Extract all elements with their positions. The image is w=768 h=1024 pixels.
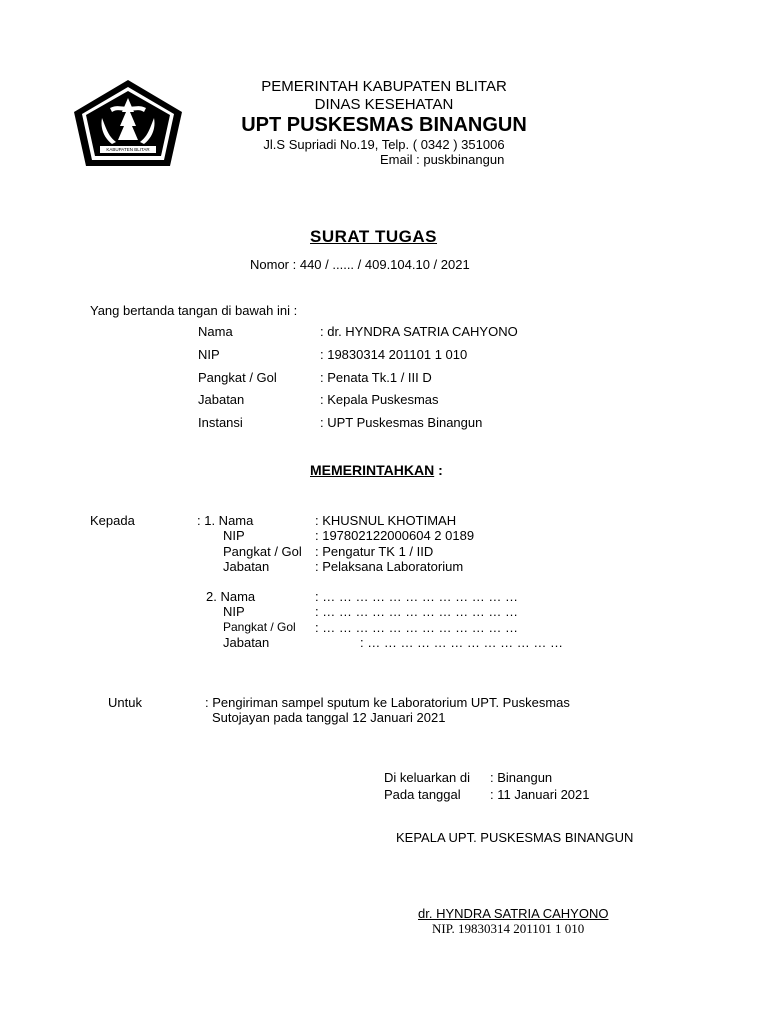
- recipient-label: Kepada: [90, 513, 135, 528]
- recipient-nip-label: NIP: [223, 604, 245, 619]
- recipient-name: : … … … … … … … … … … … …: [315, 589, 518, 604]
- signer-label: Instansi: [198, 415, 243, 430]
- purpose-line-1: : Pengiriman sampel sputum ke Laboratorium UPT. Puskesmas: [205, 695, 570, 710]
- recipient-rank: : … … … … … … … … … … … …: [315, 620, 518, 635]
- signer-value: : Penata Tk.1 / III D: [320, 370, 432, 385]
- signer-label: Jabatan: [198, 392, 245, 407]
- signer-label: Nama: [198, 324, 233, 339]
- recipient-marker: 2. Nama: [206, 589, 256, 604]
- recipient-position: : … … … … … … … … … … … …: [360, 635, 563, 650]
- command-colon: :: [434, 462, 443, 478]
- intro-text: Yang bertanda tangan di bawah ini :: [90, 303, 298, 318]
- recipient-nip: : … … … … … … … … … … … …: [315, 604, 518, 619]
- signer-value: : 19830314 201101 1 010: [320, 347, 468, 362]
- signature-position: KEPALA UPT. PUSKESMAS BINANGUN: [396, 830, 634, 845]
- issued-date-label: Pada tanggal: [384, 787, 461, 802]
- issued-date: : 11 Januari 2021: [490, 787, 590, 802]
- recipient-position-label: Jabatan: [223, 635, 270, 650]
- issued-place: : Binangun: [490, 770, 553, 785]
- header-government: PEMERINTAH KABUPATEN BLITAR: [261, 78, 507, 95]
- recipient-nip-label: NIP: [223, 528, 245, 543]
- issued-place-label: Di keluarkan di: [384, 770, 470, 785]
- document-number: Nomor : 440 / ...... / 409.104.10 / 2021: [250, 257, 470, 272]
- signer-label: Pangkat / Gol: [198, 370, 277, 385]
- purpose-label: Untuk: [108, 695, 142, 710]
- signature-name: dr. HYNDRA SATRIA CAHYONO: [418, 906, 609, 921]
- signer-value: : UPT Puskesmas Binangun: [320, 415, 483, 430]
- recipient-rank: : Pengatur TK 1 / IID: [315, 544, 434, 559]
- signer-value: : dr. HYNDRA SATRIA CAHYONO: [320, 324, 518, 339]
- header-address: Jl.S Supriadi No.19, Telp. ( 0342 ) 351006: [263, 137, 505, 152]
- header-institution: UPT PUSKESMAS BINANGUN: [241, 114, 527, 136]
- header-department: DINAS KESEHATAN: [314, 96, 454, 113]
- purpose-line-2: Sutojayan pada tanggal 12 Januari 2021: [212, 710, 446, 725]
- logo-caption: KABUPATEN BLITAR: [106, 147, 150, 152]
- recipient-position-label: Jabatan: [223, 559, 270, 574]
- command-word: MEMERINTAHKAN: [310, 462, 435, 478]
- document-title: SURAT TUGAS: [310, 227, 438, 246]
- header-email: Email : puskbinangun: [380, 152, 505, 167]
- command-heading: [310, 462, 443, 478]
- recipient-name: : KHUSNUL KHOTIMAH: [315, 513, 457, 528]
- recipient-position: : Pelaksana Laboratorium: [315, 559, 464, 574]
- recipient-rank-label: Pangkat / Gol: [223, 544, 302, 559]
- signer-label: NIP: [198, 347, 220, 362]
- signature-nip: NIP. 19830314 201101 1 010: [432, 921, 585, 936]
- recipient-rank-label: Pangkat / Gol: [223, 620, 296, 634]
- signer-value: : Kepala Puskesmas: [320, 392, 439, 407]
- recipient-marker: : 1. Nama: [197, 513, 254, 528]
- recipient-nip: : 197802122000604 2 0189: [315, 528, 475, 543]
